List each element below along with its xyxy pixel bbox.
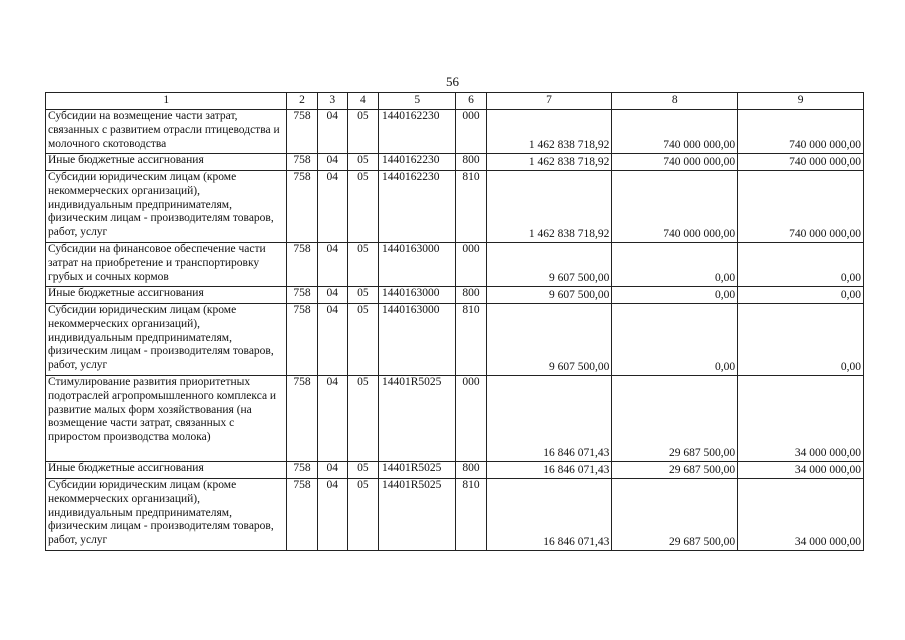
row-name: Субсидии на финансовое обеспечение части затрат на приобретение и транспортировку грубых и сочных кормов (46, 243, 287, 287)
row-amount-col9: 740 000 000,00 (738, 171, 864, 243)
row-admin-code: 758 (287, 304, 317, 376)
header-col-2: 2 (287, 93, 317, 110)
row-kind-code: 000 (456, 110, 486, 154)
row-target-code: 14401R5025 (379, 479, 456, 551)
row-subsection-code: 05 (347, 287, 378, 304)
row-section-code: 04 (317, 171, 347, 243)
row-target-code: 1440162230 (379, 110, 456, 154)
row-kind-code: 810 (456, 479, 486, 551)
row-admin-code: 758 (287, 171, 317, 243)
row-name: Иные бюджетные ассигнования (46, 287, 287, 304)
row-amount-col7: 9 607 500,00 (486, 287, 612, 304)
row-section-code: 04 (317, 243, 347, 287)
row-subsection-code: 05 (347, 304, 378, 376)
row-amount-col7: 16 846 071,43 (486, 376, 612, 462)
table-row (46, 243, 864, 287)
row-admin-code: 758 (287, 154, 317, 171)
header-col-8: 8 (612, 93, 738, 110)
row-name: Субсидии на возмещение части затрат, связанных с развитием отрасли птицеводства и молочного скотоводства (46, 110, 287, 154)
row-name: Иные бюджетные ассигнования (46, 154, 287, 171)
row-subsection-code: 05 (347, 462, 378, 479)
row-name: Субсидии юридическим лицам (кроме некоммерческих организаций), индивидуальным предпринимателям, физическим лицам - производителям товаров, работ, услуг (46, 171, 287, 243)
row-target-code: 14401R5025 (379, 376, 456, 462)
row-admin-code: 758 (287, 479, 317, 551)
row-amount-col9: 0,00 (738, 304, 864, 376)
row-amount-col9: 0,00 (738, 243, 864, 287)
row-amount-col8: 740 000 000,00 (612, 171, 738, 243)
row-amount-col8: 29 687 500,00 (612, 462, 738, 479)
row-section-code: 04 (317, 154, 347, 171)
row-kind-code: 800 (456, 462, 486, 479)
row-section-code: 04 (317, 287, 347, 304)
page-number: 56 (446, 74, 459, 89)
header-col-5: 5 (379, 93, 456, 110)
header-col-9: 9 (738, 93, 864, 110)
header-col-1: 1 (46, 93, 287, 110)
row-subsection-code: 05 (347, 171, 378, 243)
row-kind-code: 800 (456, 154, 486, 171)
table-row (46, 154, 864, 171)
row-admin-code: 758 (287, 110, 317, 154)
budget-table (45, 92, 864, 551)
row-subsection-code: 05 (347, 376, 378, 462)
row-name: Субсидии юридическим лицам (кроме некоммерческих организаций), индивидуальным предпринимателям, физическим лицам - производителям товаров, работ, услуг (46, 304, 287, 376)
table-row (46, 462, 864, 479)
header-row (46, 93, 864, 110)
header-col-6: 6 (456, 93, 486, 110)
row-target-code: 1440163000 (379, 287, 456, 304)
row-amount-col8: 0,00 (612, 287, 738, 304)
row-section-code: 04 (317, 479, 347, 551)
table-row (46, 171, 864, 243)
row-amount-col7: 1 462 838 718,92 (486, 171, 612, 243)
row-target-code: 1440162230 (379, 171, 456, 243)
row-amount-col7: 16 846 071,43 (486, 462, 612, 479)
row-amount-col8: 740 000 000,00 (612, 154, 738, 171)
row-section-code: 04 (317, 304, 347, 376)
row-amount-col8: 0,00 (612, 304, 738, 376)
row-subsection-code: 05 (347, 154, 378, 171)
table-row (46, 110, 864, 154)
row-amount-col8: 29 687 500,00 (612, 376, 738, 462)
table-row (46, 287, 864, 304)
row-subsection-code: 05 (347, 110, 378, 154)
row-section-code: 04 (317, 110, 347, 154)
header-col-4: 4 (347, 93, 378, 110)
row-section-code: 04 (317, 462, 347, 479)
row-amount-col8: 740 000 000,00 (612, 110, 738, 154)
row-amount-col7: 1 462 838 718,92 (486, 154, 612, 171)
row-kind-code: 000 (456, 376, 486, 462)
row-name: Иные бюджетные ассигнования (46, 462, 287, 479)
row-amount-col9: 740 000 000,00 (738, 154, 864, 171)
table-row (46, 304, 864, 376)
row-admin-code: 758 (287, 376, 317, 462)
header-col-3: 3 (317, 93, 347, 110)
row-kind-code: 810 (456, 304, 486, 376)
row-amount-col9: 34 000 000,00 (738, 479, 864, 551)
row-section-code: 04 (317, 376, 347, 462)
row-admin-code: 758 (287, 287, 317, 304)
row-target-code: 1440163000 (379, 243, 456, 287)
row-kind-code: 810 (456, 171, 486, 243)
row-subsection-code: 05 (347, 479, 378, 551)
row-amount-col9: 740 000 000,00 (738, 110, 864, 154)
row-admin-code: 758 (287, 243, 317, 287)
row-amount-col8: 0,00 (612, 243, 738, 287)
row-amount-col7: 9 607 500,00 (486, 243, 612, 287)
row-target-code: 14401R5025 (379, 462, 456, 479)
row-amount-col7: 16 846 071,43 (486, 479, 612, 551)
row-kind-code: 800 (456, 287, 486, 304)
row-target-code: 1440163000 (379, 304, 456, 376)
row-kind-code: 000 (456, 243, 486, 287)
row-admin-code: 758 (287, 462, 317, 479)
row-amount-col7: 1 462 838 718,92 (486, 110, 612, 154)
row-amount-col9: 0,00 (738, 287, 864, 304)
table-row (46, 376, 864, 462)
row-amount-col9: 34 000 000,00 (738, 376, 864, 462)
row-amount-col8: 29 687 500,00 (612, 479, 738, 551)
table-row (46, 479, 864, 551)
row-amount-col7: 9 607 500,00 (486, 304, 612, 376)
row-subsection-code: 05 (347, 243, 378, 287)
header-col-7: 7 (486, 93, 612, 110)
row-target-code: 1440162230 (379, 154, 456, 171)
row-name: Стимулирование развития приоритетных подотраслей агропромышленного комплекса и развитие малых форм хозяйствования (на возмещение части затрат, связанных с приростом производства молока) (46, 376, 287, 462)
row-name: Субсидии юридическим лицам (кроме некоммерческих организаций), индивидуальным предпринимателям, физическим лицам - производителям товаров, работ, услуг (46, 479, 287, 551)
row-amount-col9: 34 000 000,00 (738, 462, 864, 479)
